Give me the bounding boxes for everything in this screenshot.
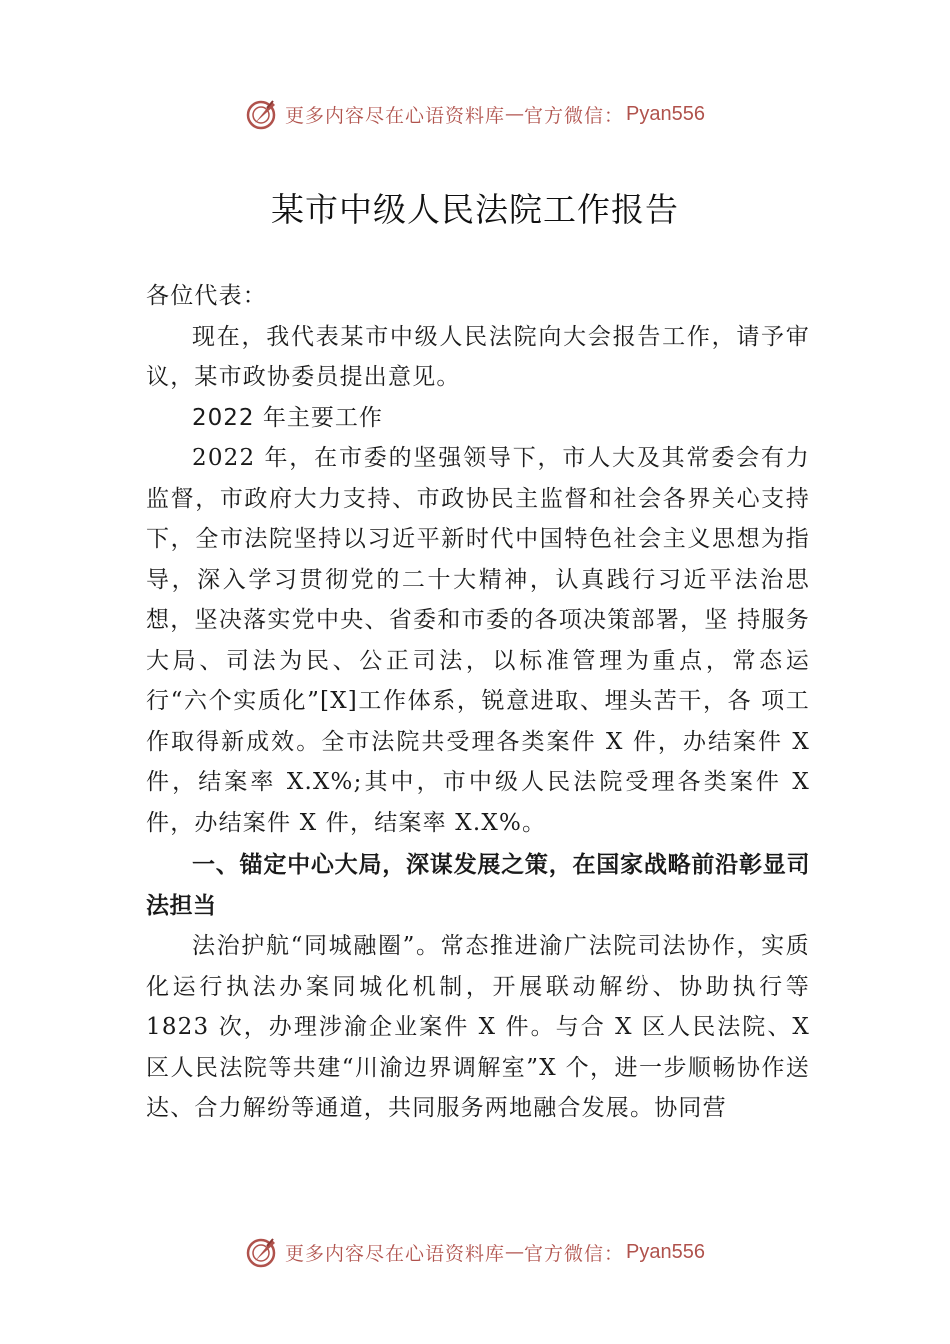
body-paragraph: 2022 年，在市委的坚强领导下，市人大及其常委会有力监督，市政府大力支持、市政协民主监督和社会各界关心支持下，全市法院坚持以习近平新时代中国特色社会主义思想为指导，深入学习贯彻党的二十大精神，认真践行习近平法治思想，坚决落实党中央、省委和市委的各项决策部署，坚 持服务大局、司法为民、公正司法，以标准管理为重点，常态运行“六个实质化”[X]工作体系，锐意进取、埋头苦干，各 项工作取得新成效。全市法院共受理各类案件 X 件，办结案件 X 件，结案率 X.X%;其中，市中级人民法院受理各类案件 X 件，办结案件 X 件，结案率 X.X%。: [146, 445, 810, 836]
banner-wechat-handle: Pyan556: [626, 1240, 705, 1263]
banner-brand-text: 更多内容尽在心语资料库: [285, 1242, 506, 1265]
quill-pen-logo-icon: [245, 97, 279, 131]
banner-contact-label: 官方微信：: [524, 1242, 625, 1265]
banner-contact-label: 官方微信：: [524, 104, 625, 127]
header-banner: [0, 94, 950, 134]
document-body: [146, 276, 810, 1129]
footer-banner: [0, 1232, 950, 1272]
banner-separator: —: [505, 1241, 525, 1263]
intro-paragraph: 现在，我代表某市中级人民法院向大会报告工作，请予审议，某市政协委员提出意见。: [146, 323, 810, 390]
banner-separator: —: [505, 103, 525, 125]
document-title: 某市中级人民法院工作报告: [271, 190, 679, 229]
section-heading: 2022 年主要工作: [192, 404, 383, 431]
quill-pen-logo-icon: [245, 1235, 279, 1269]
salutation: 各位代表：: [146, 283, 267, 309]
banner-wechat-handle: Pyan556: [626, 102, 705, 125]
banner-brand-text: 更多内容尽在心语资料库: [285, 104, 506, 127]
body-paragraph: 法治护航“同城融圈”。常态推进渝广法院司法协作，实质化运行执法办案同城化机制，开展联动解纷、协助执行等 1823 次，办理涉渝企业案件 X 件。与合 X 区人民法院、X 区人民法院等共建“川渝边界调解室”X 个，进一步顺畅协作送达、合力解纷等通道，共同服务两地融合发展。协同营: [146, 933, 810, 1121]
chapter-heading: 一、锚定中心大局，深谋发展之策，在国家战略前沿彰显司法担当: [146, 852, 810, 919]
